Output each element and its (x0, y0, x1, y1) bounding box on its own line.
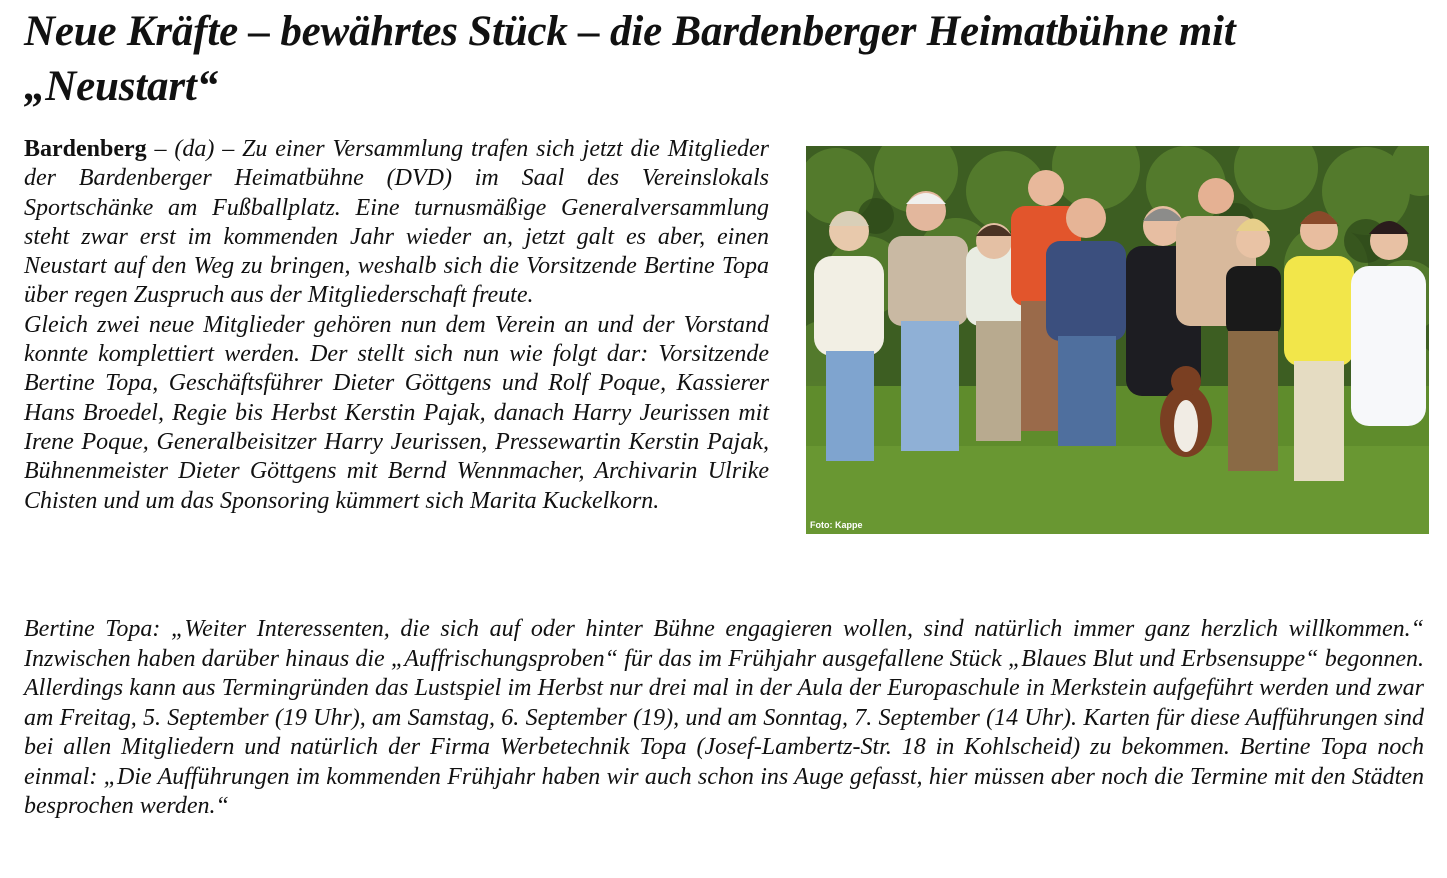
article-continued (24, 615, 1424, 822)
lead-paragraph (24, 135, 769, 311)
quote-paragraph: Bertine Topa: „Weiter Interessenten, die sich auf oder hinter Bühne engagieren wollen, sind natürlich immer ganz herzlich willkommen.“ Inzwischen haben darüber hinaus die „Auffrischungsproben“ für das im Frühjahr ausgefallene Stück „Blaues Blut und Erbsensuppe“ begonnen. Allerdings kann aus Termingründen das Lustspiel im Herbst nur drei mal in der Aula der Europaschule in Merkstein aufgeführt werden und zwar am Freitag, 5. September (19 Uhr), am Samstag, 6. September (19), und am Sonntag, 7. September (14 Uhr). Karten für diese Aufführungen sind bei allen Mitgliedern und natürlich der Firma Werbetechnik Topa (Josef-Lambertz-Str. 18 in Kohlscheid) zu bekommen. Bertine Topa noch einmal: „Die Aufführungen im kommenden Frühjahr haben wir auch schon ins Auge gefasst, hier müssen aber noch die Termine mit den Städten besprochen werden.“ (24, 616, 1424, 819)
dateline: Bardenberg (24, 136, 147, 162)
photo-credit: Foto: Kappe (810, 520, 863, 530)
group-photo-illustration (806, 146, 1429, 534)
article-intro-column (24, 135, 769, 516)
lead-text: – (da) – Zu einer Versammlung trafen sich jetzt die Mitglieder der Bardenberger Heimatbühne (DVD) im Saal des Vereinslokals Sportschänke am Fußballplatz. Eine turnusmäßige Generalversammlung steht zwar erst im kommenden Jahr wieder an, jetzt galt es aber, einen Neustart auf den Weg zu bringen, weshalb sich die Vorsitzende Bertine Topa über regen Zuspruch aus der Mitgliederschaft freute. (24, 136, 769, 309)
article-headline: Neue Kräfte – bewährtes Stück – die Bardenberger Heimatbühne mit „Neustart“ (24, 8, 1236, 110)
group-photo (806, 146, 1429, 534)
board-paragraph: Gleich zwei neue Mitglieder gehören nun dem Verein an und der Vorstand konnte komplettiert werden. Der stellt sich nun wie folgt dar: Vorsitzende Bertine Topa, Geschäftsführer Dieter Göttgens und Rolf Poque, Kassierer Hans Broedel, Regie bis Herbst Kerstin Pajak, danach Harry Jeurissen mit Irene Poque, Generalbeisitzer Harry Jeurissen, Pressewartin Kerstin Pajak, Bühnenmeister Dieter Göttgens mit Bernd Wennmacher, Archivarin Ulrike Chisten und um das Sponsoring kümmert sich Marita Kuckelkorn. (24, 311, 769, 514)
